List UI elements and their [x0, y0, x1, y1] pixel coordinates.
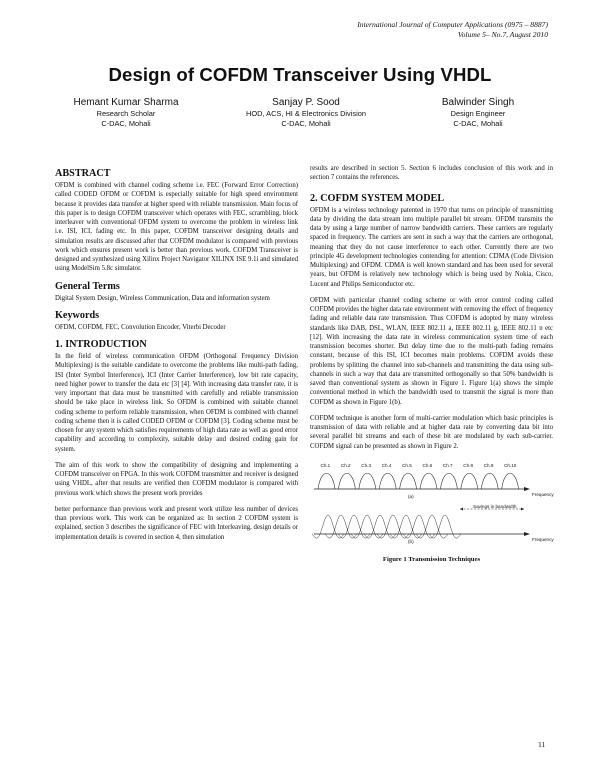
- author-3: [396, 97, 560, 129]
- author-name: Hemant Kumar Sharma: [73, 97, 179, 108]
- channel-hump: [481, 473, 498, 489]
- freq-label-b: Frequency: [532, 536, 554, 542]
- subcarrier-curve: [351, 515, 383, 538]
- author-role: HOD, ACS, HI & Electronics Division: [246, 109, 366, 118]
- intro-paragraph-2: The aim of this work to show the compatibility of designing and implementing a COFDM transceiver on FPGA. In this work COFDM transmitter and receiver is designed using VHDL, after that results are verified then COFDM modulator is compared with previous work which shows the present work provides: [55, 461, 298, 497]
- freq-label-a: Frequency: [532, 491, 554, 497]
- channel-label: Ch.8: [463, 462, 474, 468]
- system-model-paragraph-2: OFDM with particular channel coding scheme or with error control coding called COFDM provides the higher data rate environment with removing the effect of frequency fading and reliable data rate transmission. Thus COFDM is adopted by many wireless standards like DAB, DSL, WLAN, IEEE 802.11 a, IEEE 802.11 g, IEEE 802.11 n etc [12]. With increasing the data rate in wireless communication system time of each transmission becomes shorter. But delay time due to the multi-path fading remains constant, because of this ISI, ICI becomes main problems. COFDM avoids these problems by splitting the channel into sub-channels and transmitting the data using sub-channels in such a way that data are transmitted orthogonally so that 50% bandwidth is saved than conventional system as shown in Figure 1. Figure 1(a) shows the simple conventional method in which the bandwidth used to transmit the signal is more than COFDM as shown in Figure 1(b).: [310, 296, 553, 406]
- introduction-heading: 1. INTRODUCTION: [55, 339, 147, 350]
- channel-hump: [420, 473, 437, 489]
- abstract-text: OFDM is combined with channel coding scheme i.e. FEC (Forward Error Correction) called CODED OFDM or COFDM is especially suitable for high speed environment because it provides data transfer at higher speed with reliable transmission. Main focus of this paper is to design COFDM transceiver which operates with FEC, scrambling, block interleaver with conventional OFDM system to overcome the problem in wireless link i.e. ISI, ICI, fading etc. In this paper, COFDM transceiver designing details and simulation results are discussed after that COFDM modulator is compared with previous work which ensures present work is better than previous work. COFDM Transceiver is designed and synthesized using Xilinx Project Navigator XILINX ISE 9.1i and simulated using ModelSim 5.8c simulator.: [55, 182, 298, 273]
- channel-label: Ch.9: [483, 462, 494, 468]
- author-role: Design Engineer: [450, 109, 506, 118]
- channel-hump: [461, 473, 478, 489]
- subcarrier-curve: [403, 515, 435, 538]
- channel-label: Ch.10: [504, 462, 517, 468]
- abstract-heading: ABSTRACT: [55, 168, 111, 179]
- author-2: [216, 97, 396, 129]
- subcarrier-curve: [429, 515, 461, 538]
- channel-hump: [318, 473, 335, 489]
- system-model-heading: 2. COFDM SYSTEM MODEL: [310, 192, 445, 204]
- conventional-channels: [318, 473, 519, 489]
- subcarrier-curve: [325, 515, 357, 538]
- intro-paragraph-4: results are described in section 5. Section 6 includes conclusion of this work and in section 7 contains the references.: [310, 165, 553, 182]
- right-column: [310, 164, 553, 564]
- channel-hump: [502, 473, 519, 489]
- general-terms-heading: General Terms: [55, 280, 120, 292]
- subcarrier-curve: [338, 515, 370, 538]
- savings-label: Savings in bandwidth: [473, 503, 517, 509]
- general-terms-text: Digital System Design, Wireless Communication, Data and information system: [55, 294, 270, 302]
- subcarrier-curve: [416, 515, 448, 538]
- author-name: Sanjay P. Sood: [272, 97, 340, 108]
- journal-volume: Volume 5– No.7, August 2010: [457, 29, 548, 39]
- channel-label: Ch.4: [381, 462, 392, 468]
- page-number: 11: [538, 740, 546, 749]
- intro-paragraph-3: better performance than previous work and present work utilize less number of devices than previous work. This work can be organized as: In section 2 COFDM system is explained, section 3 describes the significance of FEC with Interleaving, design details or implementation details is covered in section 4, then simulation: [55, 505, 298, 541]
- intro-paragraph-1: In the field of wireless communication OFDM (Orthogonal Frequency Division Multiplexing) is the suitable candidate to overcome the problems like multi-path fading, ISI (Inter Symbol Interference), ICI (Inter Carrier Interference), low bit rate capacity, need higher power to transfer the data etc [3] [4]. With increasing data transfer rate, it is very important that data must be transmitted with carefully and reliable transmission should be take place in wireless link. So OFDM is combined with suitable channel coding scheme to perform reliable transmission, when OFDM is combined with channel coding scheme then it is called CODED OFDM or COFDM [3]. Coding scheme must be chosen for any system which satisfies requirements of high data rate as well as good error capability and according to complexity, suitable delay and desired coding gain for system.: [55, 353, 298, 453]
- author-org: C-DAC, Mohali: [281, 119, 331, 128]
- channel-label: Ch.1: [320, 462, 331, 468]
- subcarrier-curve: [364, 515, 396, 538]
- label-b: (b): [408, 538, 414, 544]
- journal-name: International Journal of Computer Applications (0975 – 8887): [357, 20, 548, 29]
- author-role: Research Scholar: [96, 109, 156, 118]
- channel-label: Ch.5: [402, 462, 412, 468]
- system-model-paragraph-1: OFDM is a wireless technology patented in 1970 that turns on principle of transmitting data by dividing the data stream into multiple parallel bit stream. OFDM transmits the data by using a large number of narrow bandwidth carriers. These carriers are regularly spaced in frequency. The carriers are sent in such a way that the carriers are orthogonal, meaning that they do not cause interference to each other. Currently there are two principle 4G development technologies contending for attention: CDMA (Code Division Multiplexing) and OFDM. CDMA is well known standard and has been used for several years, but OFDM is relatively new technology which is being used by Nokia, Cisco, Lucent and Philips Semiconductor etc.: [310, 206, 553, 288]
- paper-title: Design of COFDM Transceiver Using VHDL: [108, 64, 492, 85]
- transmission-techniques-diagram: [310, 459, 553, 551]
- axis-a-arrow: [524, 487, 530, 491]
- author-block: [40, 97, 560, 141]
- channel-hump: [400, 473, 417, 489]
- label-a: (a): [408, 493, 414, 499]
- author-1: [40, 97, 212, 129]
- subcarrier-curve: [390, 515, 422, 538]
- channel-hump: [338, 473, 355, 489]
- subcarrier-curve: [377, 515, 409, 538]
- journal-header: [357, 20, 548, 39]
- left-column: [55, 168, 298, 542]
- channel-hump: [440, 473, 457, 489]
- author-org: C-DAC, Mohali: [101, 119, 151, 128]
- channel-label: Ch.6: [422, 462, 433, 468]
- channel-label: Ch.7: [442, 462, 453, 468]
- axis-b-arrow: [524, 532, 530, 536]
- subcarrier-curve: [312, 515, 344, 538]
- author-name: Balwinder Singh: [441, 97, 515, 108]
- author-org: C-DAC, Mohali: [453, 119, 503, 128]
- figure-1: [310, 459, 553, 551]
- figure-caption: Figure 1 Transmission Techniques: [382, 555, 481, 563]
- system-model-paragraph-3: COFDM technique is another form of multi-carrier modulation which basic principles is transmission of data with reliable and at higher data rate by converting data bit into several parallel bit streams and each of these bit are modulated by each sub-carrier. COFDM signal can be presented as shown in Figure 2.: [310, 414, 553, 450]
- channel-label: Ch.2: [340, 462, 351, 468]
- channel-label: Ch.3: [361, 462, 372, 468]
- channel-hump: [379, 473, 396, 489]
- channel-hump: [359, 473, 376, 489]
- keywords-text: OFDM, COFDM, FEC, Convolution Encoder, Viterbi Decoder: [55, 323, 226, 331]
- keywords-heading: Keywords: [55, 309, 100, 321]
- ofdm-channels: [312, 515, 461, 538]
